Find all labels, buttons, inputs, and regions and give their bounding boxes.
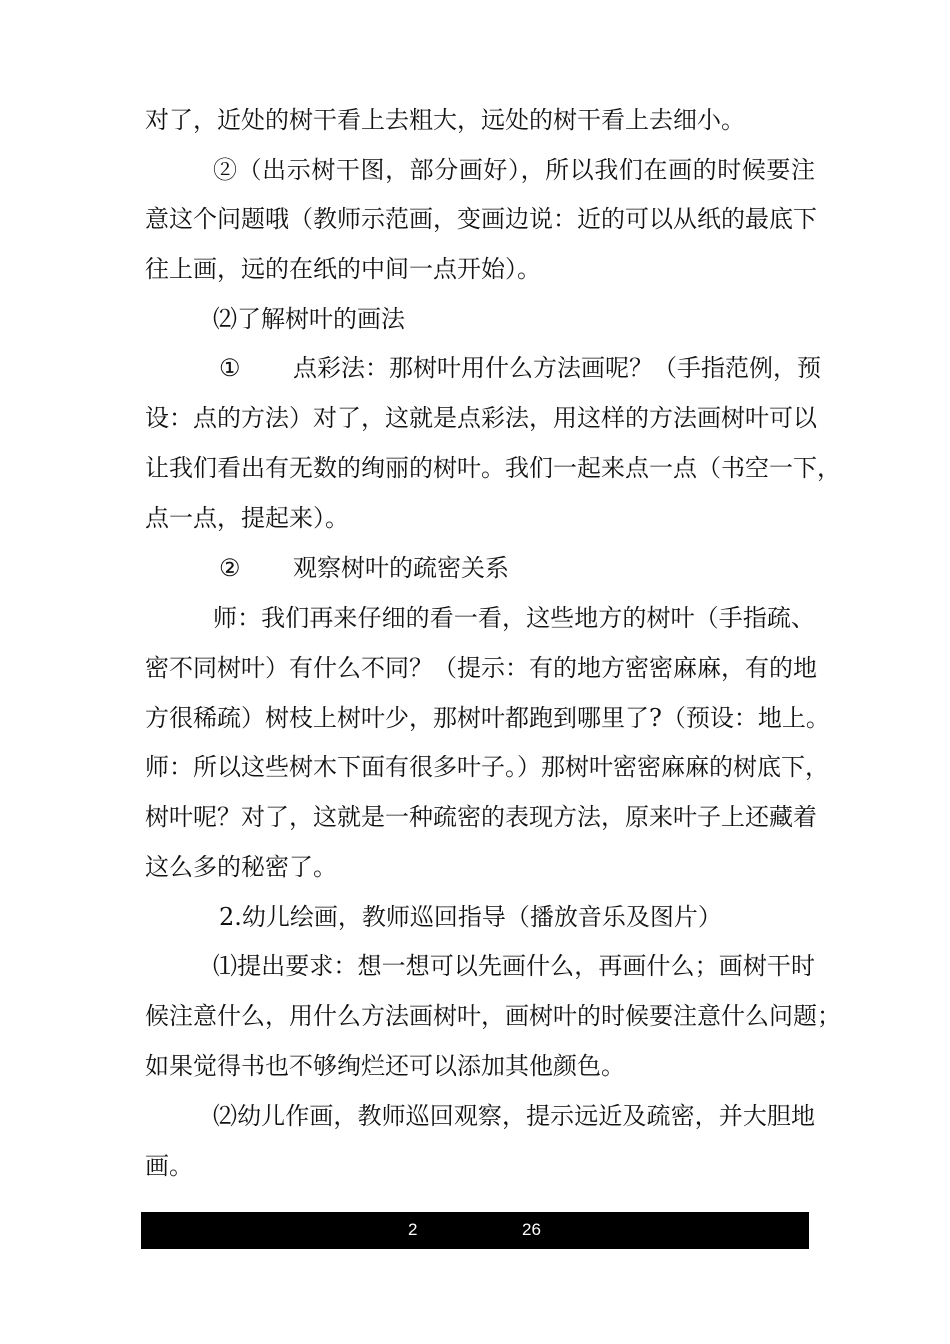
list-text: 观察树叶的疏密关系 bbox=[293, 554, 509, 582]
page-total: 26 bbox=[522, 1220, 541, 1239]
text-line: ⑴提出要求：想一想可以先画什么，再画什么；画树干时 bbox=[213, 952, 815, 980]
text-line: 师：我们再来仔细的看一看，这些地方的树叶（手指疏、 bbox=[213, 604, 815, 632]
list-marker: ② bbox=[219, 554, 241, 582]
text-line: ②（出示树干图，部分画好），所以我们在画的时候要注 bbox=[213, 156, 815, 184]
text-line: 树叶呢？对了，这就是一种疏密的表现方法，原来叶子上还藏着 bbox=[145, 803, 817, 831]
text-line: 画。 bbox=[145, 1152, 193, 1180]
text-line: ⑵幼儿作画，教师巡回观察，提示远近及疏密，并大胆地 bbox=[213, 1102, 815, 1130]
text-line: 方很稀疏）树枝上树叶少，那树叶都跑到哪里了?（预设：地上。 bbox=[145, 704, 830, 732]
text-line: 往上画，远的在纸的中间一点开始）。 bbox=[145, 255, 541, 283]
text-line: 对了，近处的树干看上去粗大，远处的树干看上去细小。 bbox=[145, 106, 745, 134]
text-line bbox=[219, 553, 889, 583]
text-line: 让我们看出有无数的绚丽的树叶。我们一起来点一点（书空一下， bbox=[145, 454, 841, 482]
text-line: 密不同树叶）有什么不同？（提示：有的地方密密麻麻，有的地 bbox=[145, 654, 817, 682]
list-text: 点彩法：那树叶用什么方法画呢？（手指范例，预 bbox=[293, 354, 821, 382]
text-line: 师：所以这些树木下面有很多叶子。）那树叶密密麻麻的树底下， bbox=[145, 753, 829, 781]
text-line: 这么多的秘密了。 bbox=[145, 853, 337, 881]
text-line: 点一点，提起来）。 bbox=[145, 504, 349, 532]
text-line: 候注意什么，用什么方法画树叶，画树叶的时候要注意什么问题； bbox=[145, 1002, 841, 1030]
section-heading: 2.幼儿绘画，教师巡回指导（播放音乐及图片） bbox=[219, 903, 722, 931]
section-heading: ⑵了解树叶的画法 bbox=[213, 305, 405, 333]
text-line bbox=[219, 353, 821, 383]
text-line: 如果觉得书也不够绚烂还可以添加其他颜色。 bbox=[145, 1052, 625, 1080]
list-marker: ① bbox=[219, 354, 241, 382]
text-line: 意这个问题哦（教师示范画，变画边说：近的可以从纸的最底下 bbox=[145, 205, 817, 233]
page-footer bbox=[141, 1212, 809, 1249]
text-line: 设：点的方法）对了，这就是点彩法，用这样的方法画树叶可以 bbox=[145, 404, 817, 432]
page-number: 2 bbox=[408, 1220, 418, 1239]
